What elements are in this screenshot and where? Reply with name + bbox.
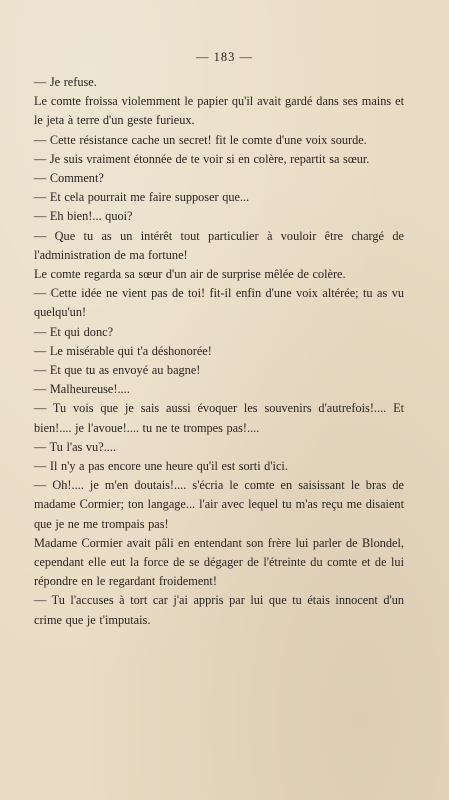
- paragraph: — Tu l'as vu?....: [34, 439, 116, 454]
- paragraph: — Et qui donc?: [34, 324, 114, 339]
- paragraph: — Le misérable qui t'a déshonorée!: [34, 343, 212, 358]
- paragraph: — Eh bien!... quoi?: [34, 209, 133, 224]
- page-text: [34, 73, 404, 630]
- paragraph: — Cette résistance cache un secret! fit le comte d'une voix sourde.: [34, 132, 367, 147]
- paragraph: — Il n'y a pas encore une heure qu'il est sorti d'ici.: [34, 459, 288, 474]
- paragraph: — Tu l'accuses à tort car j'ai appris par lui que tu étais innocent d'un crime que je t'imputais.: [34, 593, 404, 627]
- page-number: — 183 —: [196, 50, 253, 64]
- paragraph: — Oh!.... je m'en doutais!.... s'écria le comte en saisissant le bras de madame Cormier; ton langage... l'air avec lequel tu m'as reçu me disaient que je ne me trompais pas!: [34, 478, 404, 531]
- paragraph: — Tu vois que je sais aussi évoquer les souvenirs d'autrefois!.... Et bien!.... je l'avoue!.... tu ne te trompes pas!....: [34, 401, 404, 435]
- paragraph: Le comte froissa violemment le papier qu'il avait gardé dans ses mains et le jeta à terre d'un geste furieux.: [34, 94, 404, 128]
- paragraph: — Je suis vraiment étonnée de te voir si en colère, repartit sa sœur.: [34, 151, 370, 166]
- paragraph: — Et que tu as envoyé au bagne!: [34, 363, 201, 378]
- paragraph: — Cette idée ne vient pas de toi! fit-il enfin d'une voix altérée; tu as vu quelqu'un!: [34, 286, 404, 320]
- paragraph: Madame Cormier avait pâli en entendant son frère lui parler de Blondel, cependant elle eut la force de se dégager de l'étreinte du comte et de lui répondre en le regardant froidement!: [34, 535, 404, 589]
- paragraph: — Comment?: [34, 171, 104, 186]
- paragraph: — Que tu as un intérêt tout particulier à vouloir être chargé de l'administration de ma fortune!: [34, 228, 404, 262]
- paragraph: Le comte regarda sa sœur d'un air de surprise mêlée de colère.: [34, 267, 346, 282]
- paragraph: — Et cela pourrait me faire supposer que...: [34, 190, 250, 205]
- paragraph: — Je refuse.: [34, 75, 97, 89]
- paragraph: — Malheureuse!....: [34, 382, 130, 397]
